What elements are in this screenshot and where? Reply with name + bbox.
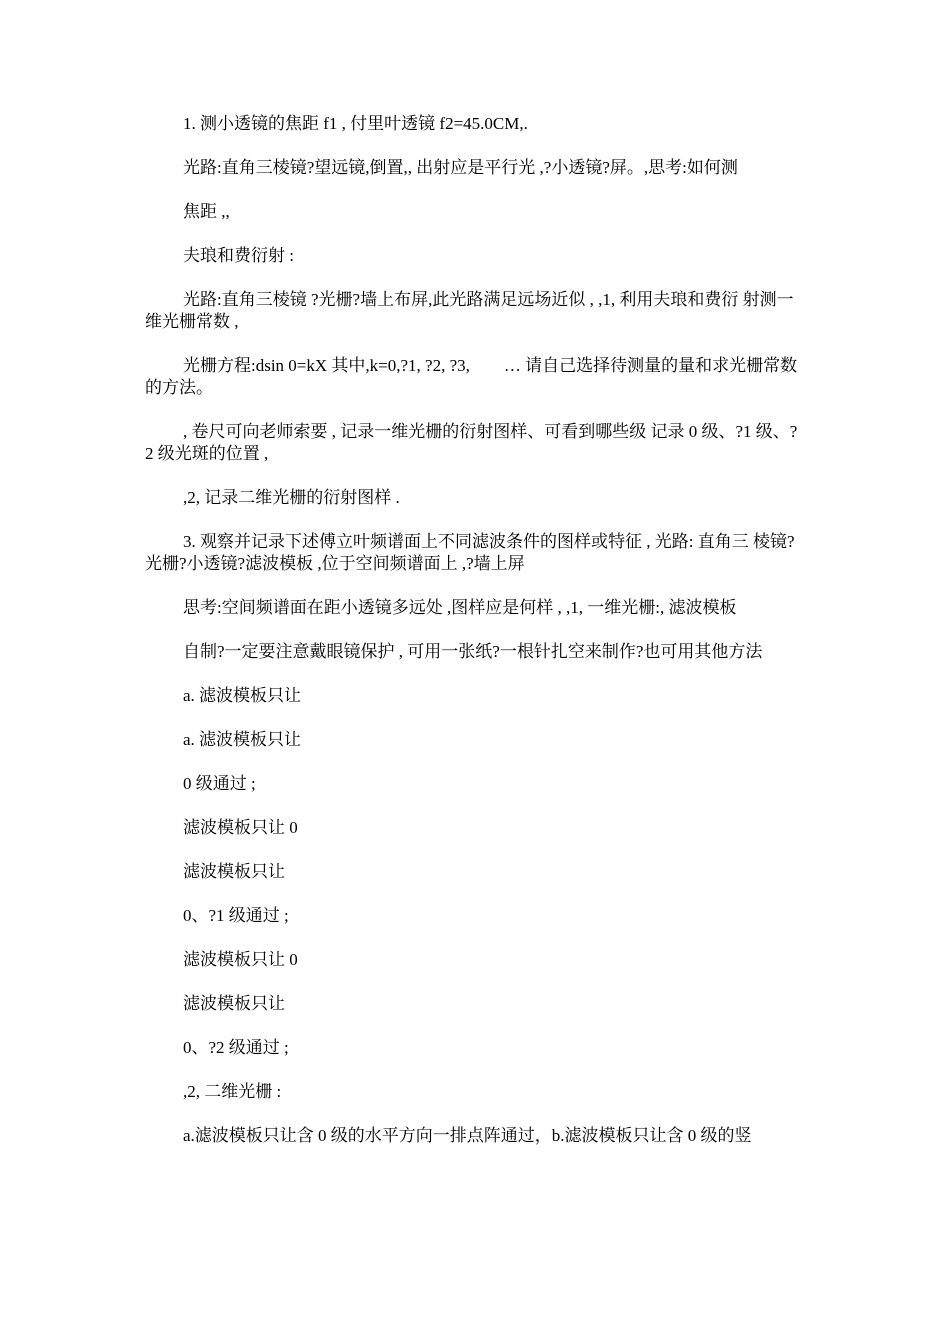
- paragraph: 夫琅和费衍射 :: [183, 246, 294, 265]
- paragraph: 光栅方程:dsin 0=kX 其中,k=0,?1, ?2, ?3, … 请自己选择待测量的量和求光栅常数的方法。: [145, 356, 798, 397]
- paragraph: 滤波模板只让 0: [183, 818, 298, 837]
- paragraph: 1. 测小透镜的焦距 f1 , 付里叶透镜 f2=45.0CM,.: [183, 114, 528, 133]
- paragraph: 滤波模板只让: [183, 994, 285, 1013]
- paragraph: ,2, 二维光栅 :: [183, 1082, 282, 1101]
- paragraph: 滤波模板只让 0: [183, 950, 298, 969]
- paragraph: 滤波模板只让: [183, 862, 285, 881]
- paragraph: 思考:空间频谱面在距小透镜多远处 ,图样应是何样 , ,1, 一维光栅:, 滤波模板: [183, 598, 737, 617]
- document-body: [145, 113, 805, 1169]
- paragraph: 0、?2 级通过 ;: [183, 1038, 289, 1057]
- paragraph: 焦距 ,,: [183, 202, 230, 221]
- paragraph: a.滤波模板只让含 0 级的水平方向一排点阵通过，b.滤波模板只让含 0 级的竖: [183, 1126, 752, 1145]
- paragraph: , 卷尺可向老师索要 , 记录一维光栅的衍射图样、可看到哪些级 记录 0 级、?1 级、?2 级光斑的位置 ,: [145, 422, 798, 463]
- paragraph: ,2, 记录二维光栅的衍射图样 .: [183, 488, 400, 507]
- paragraph: 0 级通过 ;: [183, 774, 256, 793]
- paragraph: a. 滤波模板只让: [183, 730, 302, 749]
- paragraph: 3. 观察并记录下述傅立叶频谱面上不同滤波条件的图样或特征 , 光路: 直角三 棱镜?光栅?小透镜?滤波模板 ,位于空间频谱面上 ,?墙上屏: [145, 532, 795, 573]
- paragraph: 光路:直角三棱镜 ?光栅?墙上布屏,此光路满足远场近似 , ,1, 利用夫琅和费衍 射测一维光栅常数 ,: [145, 290, 794, 331]
- paragraph: 0、?1 级通过 ;: [183, 906, 289, 925]
- paragraph: a. 滤波模板只让: [183, 686, 302, 705]
- paragraph: 光路:直角三棱镜?望远镜,倒置,, 出射应是平行光 ,?小透镜?屏。,思考:如何测: [183, 158, 738, 177]
- paragraph: 自制?一定要注意戴眼镜保护 , 可用一张纸?一根针扎空来制作?也可用其他方法: [183, 642, 763, 661]
